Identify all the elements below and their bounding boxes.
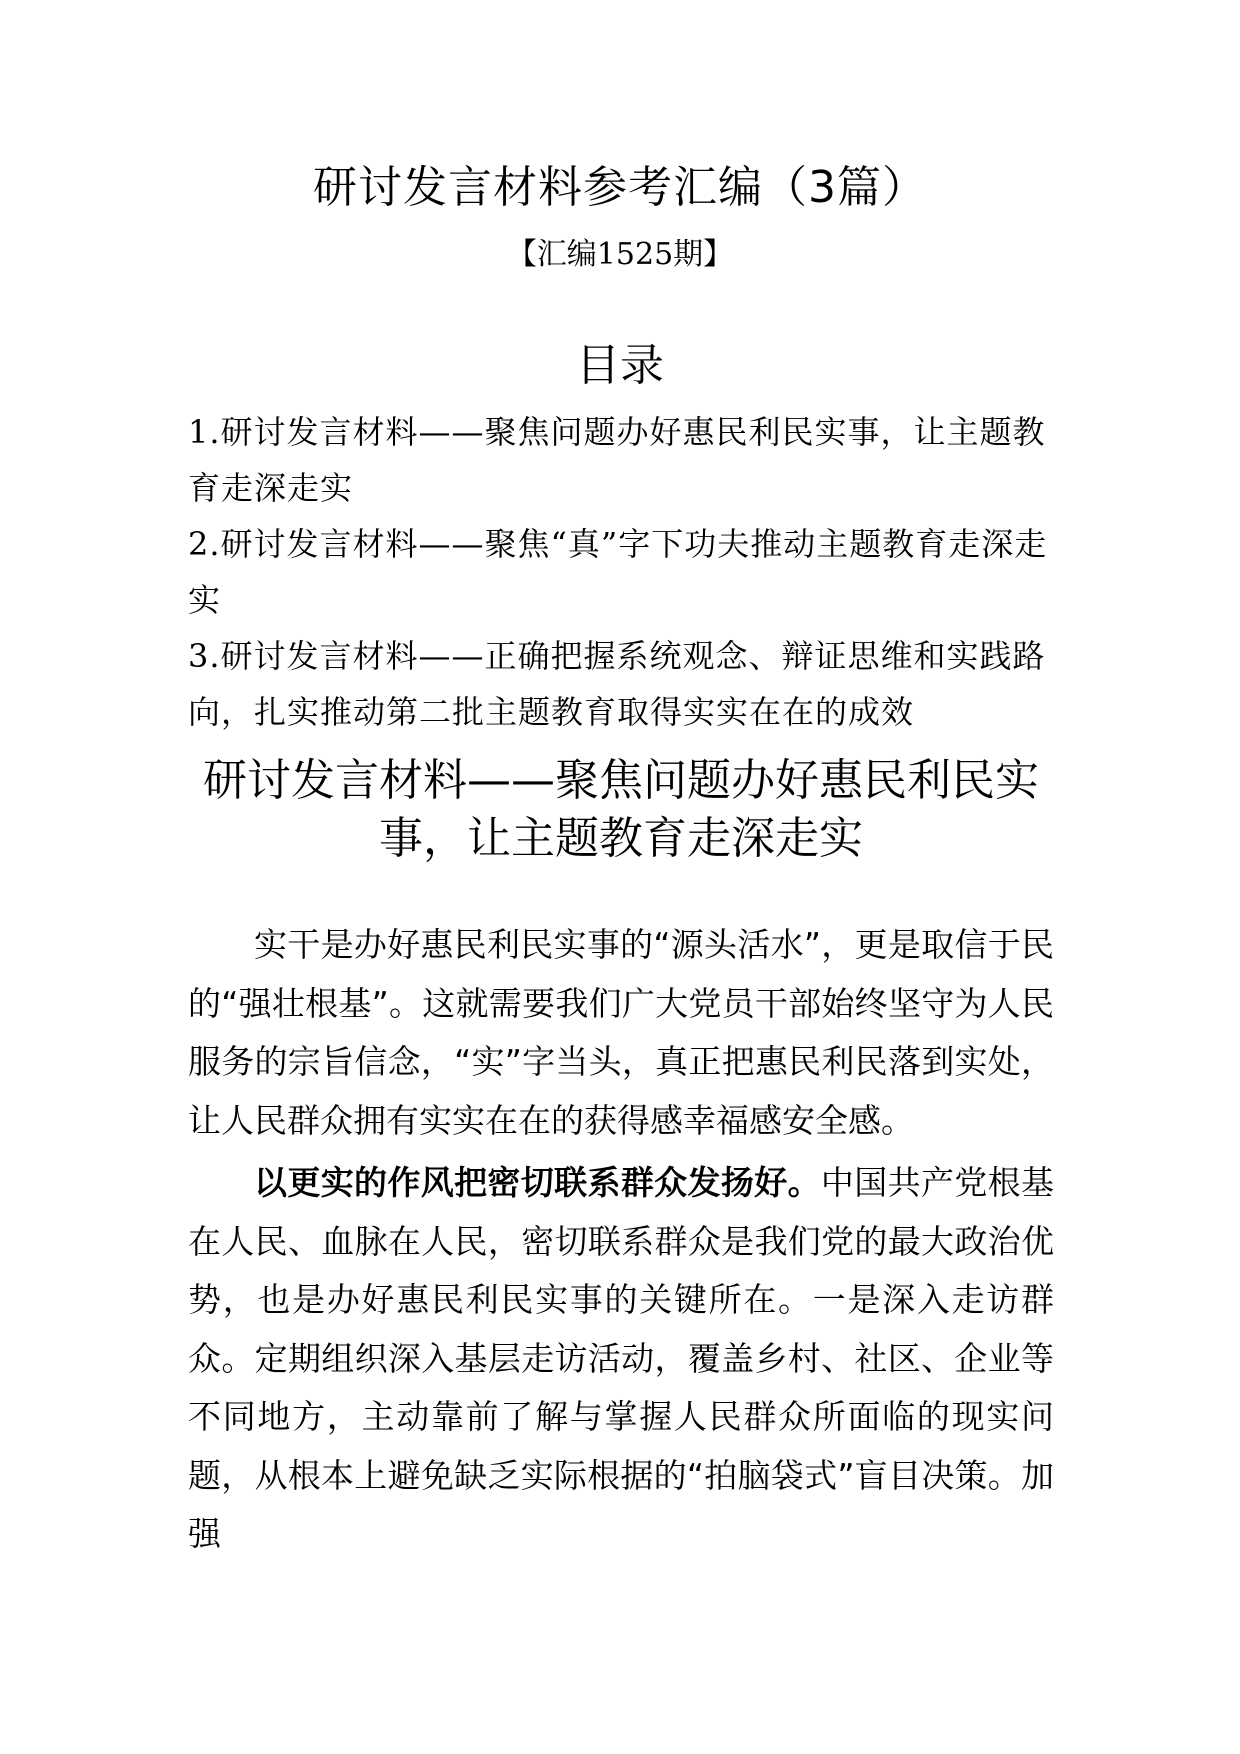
document-issue-number: 【汇编1525期】 xyxy=(506,237,734,272)
paragraph-text: 中国共产党根基在人民、血脉在人民，密切联系群众是我们党的最大政治优势，也是办好惠民利民实事的关键所在。一是深入走访群众。定期组织深入基层走访活动，覆盖乡村、社区、企业等不同地方，主动靠前了解与掌握人民群众所面临的现实问题，从根本上避免缺乏实际根据的“拍脑袋式”盲目决策。加强 xyxy=(188,1163,1055,1553)
paragraph-lead-sentence: 以更实的作风把密切联系群众发扬好。 xyxy=(254,1163,821,1202)
article-title: 研讨发言材料——聚焦问题办好惠民利民实事，让主题教育走深走实 xyxy=(203,755,1039,864)
article-paragraph xyxy=(188,1154,1054,1564)
toc-heading: 目录 xyxy=(576,340,664,391)
article-body xyxy=(188,916,1054,1568)
toc-item-3: 3.研讨发言材料——正确把握系统观念、辩证思维和实践路向，扎实推动第二批主题教育取得实实在在的成效 xyxy=(188,637,1046,731)
article-paragraph: 实干是办好惠民利民实事的“源头活水”，更是取信于民的“强壮根基”。这就需要我们广大党员干部始终坚守为人民服务的宗旨信念，“实”字当头，真正把惠民利民落到实处，让人民群众拥有实实在在的获得感幸福感安全感。 xyxy=(188,925,1054,1140)
table-of-contents xyxy=(188,404,1054,740)
toc-item-1: 1.研讨发言材料——聚焦问题办好惠民利民实事，让主题教育走深走实 xyxy=(188,413,1046,507)
document-title: 研讨发言材料参考汇编（3篇） xyxy=(313,162,927,213)
toc-item-2: 2.研讨发言材料——聚焦“真”字下功夫推动主题教育走深走实 xyxy=(188,525,1048,619)
